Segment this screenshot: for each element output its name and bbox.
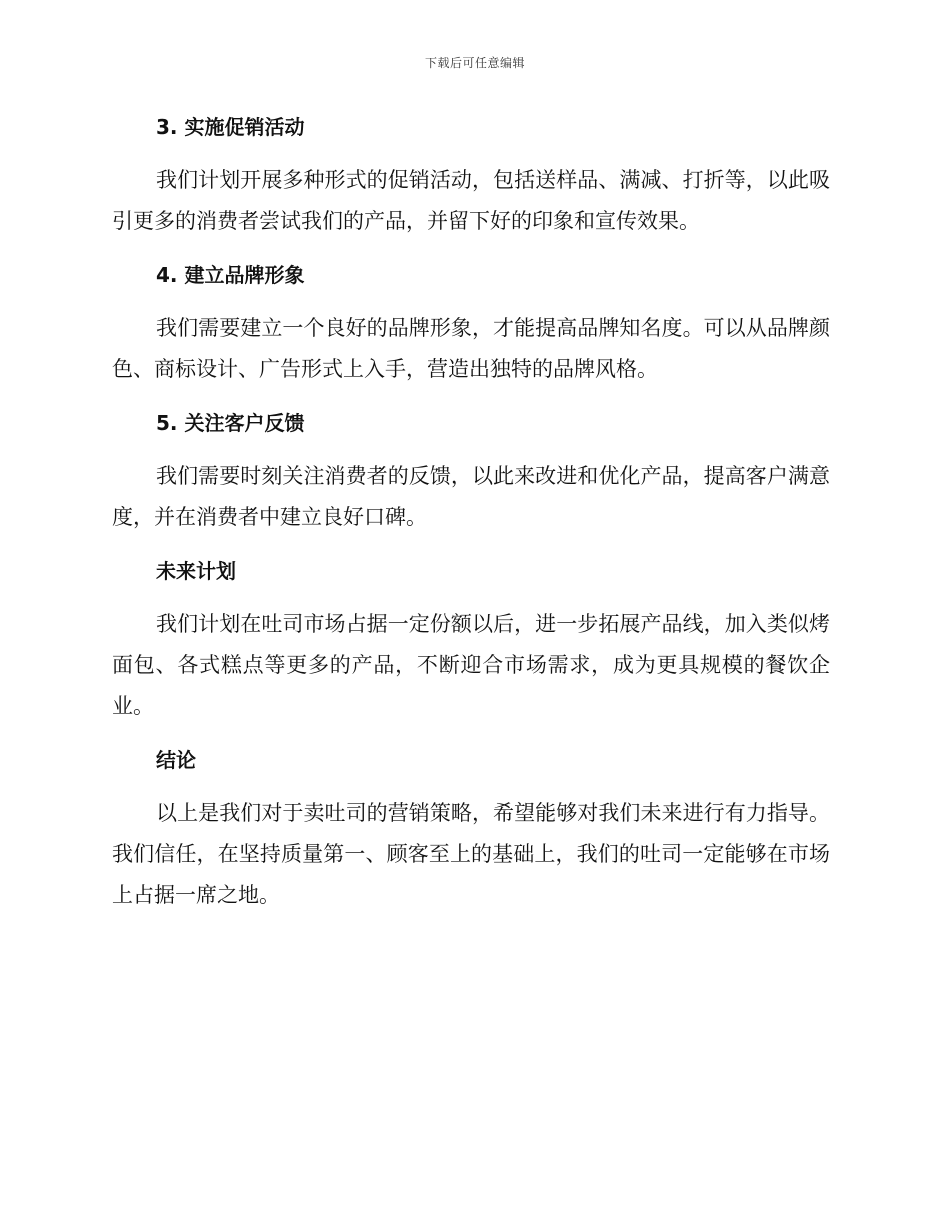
document-body: [112, 108, 830, 930]
section-paragraph-promotions: 我们计划开展多种形式的促销活动，包括送样品、满减、打折等，以此吸引更多的消费者尝试我们的产品，并留下好的印象和宣传效果。: [112, 168, 830, 233]
section-heading-customer-feedback: 5. 关注客户反馈: [156, 411, 305, 435]
section-paragraph-customer-feedback: 我们需要时刻关注消费者的反馈，以此来改进和优化产品，提高客户满意度，并在消费者中建立良好口碑。: [112, 464, 830, 529]
section-paragraph-future-plan: 我们计划在吐司市场占据一定份额以后，进一步拓展产品线，加入类似烤面包、各式糕点等更多的产品，不断迎合市场需求，成为更具规模的餐饮企业。: [112, 612, 830, 718]
section-paragraph-brand-image: 我们需要建立一个良好的品牌形象，才能提高品牌知名度。可以从品牌颜色、商标设计、广告形式上入手，营造出独特的品牌风格。: [112, 316, 830, 381]
section-heading-promotions: 3. 实施促销活动: [156, 115, 305, 139]
section-heading-brand-image: 4. 建立品牌形象: [156, 263, 305, 287]
section-heading-future-plan: 未来计划: [156, 559, 236, 583]
header-note: 下载后可任意编辑: [424, 56, 525, 70]
section-paragraph-conclusion: 以上是我们对于卖吐司的营销策略，希望能够对我们未来进行有力指导。我们信任，在坚持质量第一、顾客至上的基础上，我们的吐司一定能够在市场上占据一席之地。: [112, 801, 830, 907]
section-heading-conclusion: 结论: [156, 748, 196, 772]
